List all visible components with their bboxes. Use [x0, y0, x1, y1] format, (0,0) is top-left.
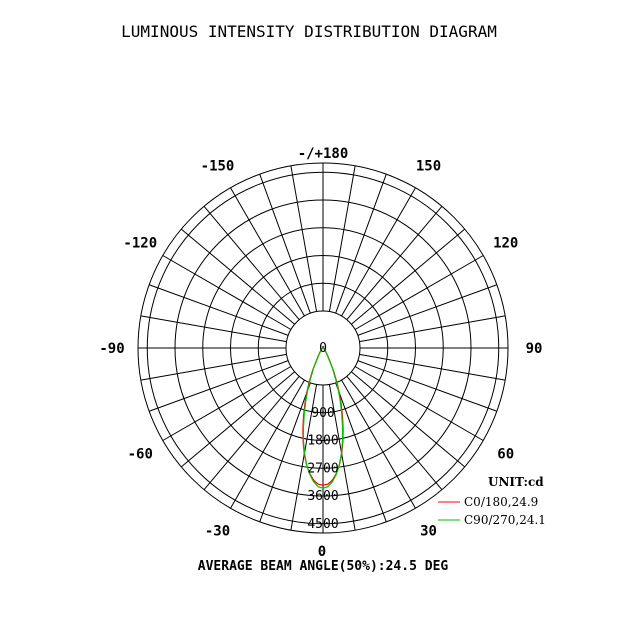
angle-label: -150 [200, 158, 235, 175]
ring-tick-label: 0 [319, 341, 327, 356]
grid-spoke [355, 256, 483, 330]
beam-angle-caption: AVERAGE BEAM ANGLE(50%):24.5 DEG [197, 559, 449, 574]
grid-spoke [181, 372, 294, 467]
ring-labels [307, 341, 338, 532]
ring-tick-label: 900 [311, 405, 335, 421]
grid-spoke [336, 174, 387, 313]
grid-spoke [149, 361, 288, 412]
grid-spoke [355, 367, 483, 441]
ring-tick-label: 1800 [307, 433, 339, 449]
legend-entry-c90: C90/270,24.1 [464, 513, 546, 527]
angle-label: 90 [525, 341, 543, 357]
chart-title: LUMINOUS INTENSITY DISTRIBUTION DIAGRAM [121, 22, 497, 41]
angle-label: 150 [415, 158, 442, 175]
grid-spoke [231, 380, 305, 508]
grid-spoke [260, 383, 311, 522]
grid-spoke [149, 285, 288, 336]
angle-label: 0 [317, 544, 327, 560]
grid-spoke [163, 256, 291, 330]
grid-spoke [181, 229, 294, 324]
angle-label: 30 [420, 523, 437, 540]
angle-label: -/+180 [297, 146, 349, 162]
ring-tick-label: 4500 [307, 516, 339, 532]
legend-entry-c0: C0/180,24.9 [464, 495, 539, 509]
grid-spoke [347, 376, 442, 489]
grid-spoke [204, 206, 299, 319]
ring-tick-label: 3600 [307, 489, 339, 504]
grid-spoke [336, 383, 387, 522]
angle-label: -120 [123, 235, 158, 252]
grid-spoke [358, 361, 497, 412]
angle-label: 60 [497, 446, 515, 463]
angle-label: -60 [127, 446, 153, 463]
grid-spoke [351, 229, 464, 324]
angle-label: -90 [99, 341, 125, 357]
legend [438, 475, 546, 527]
grid-spoke [347, 206, 442, 319]
grid-spoke [358, 285, 497, 336]
unit-label: UNIT:cd [488, 475, 544, 489]
grid-spoke [231, 188, 305, 316]
grid-spoke [351, 372, 464, 467]
grid-spoke [163, 367, 291, 441]
angle-label: 120 [493, 235, 519, 252]
grid-spoke [342, 380, 416, 508]
grid-spoke [204, 376, 299, 489]
grid-spoke [342, 188, 416, 316]
grid-spoke [260, 174, 311, 313]
angle-label: -30 [204, 523, 231, 540]
ring-tick-label: 2700 [307, 461, 339, 477]
